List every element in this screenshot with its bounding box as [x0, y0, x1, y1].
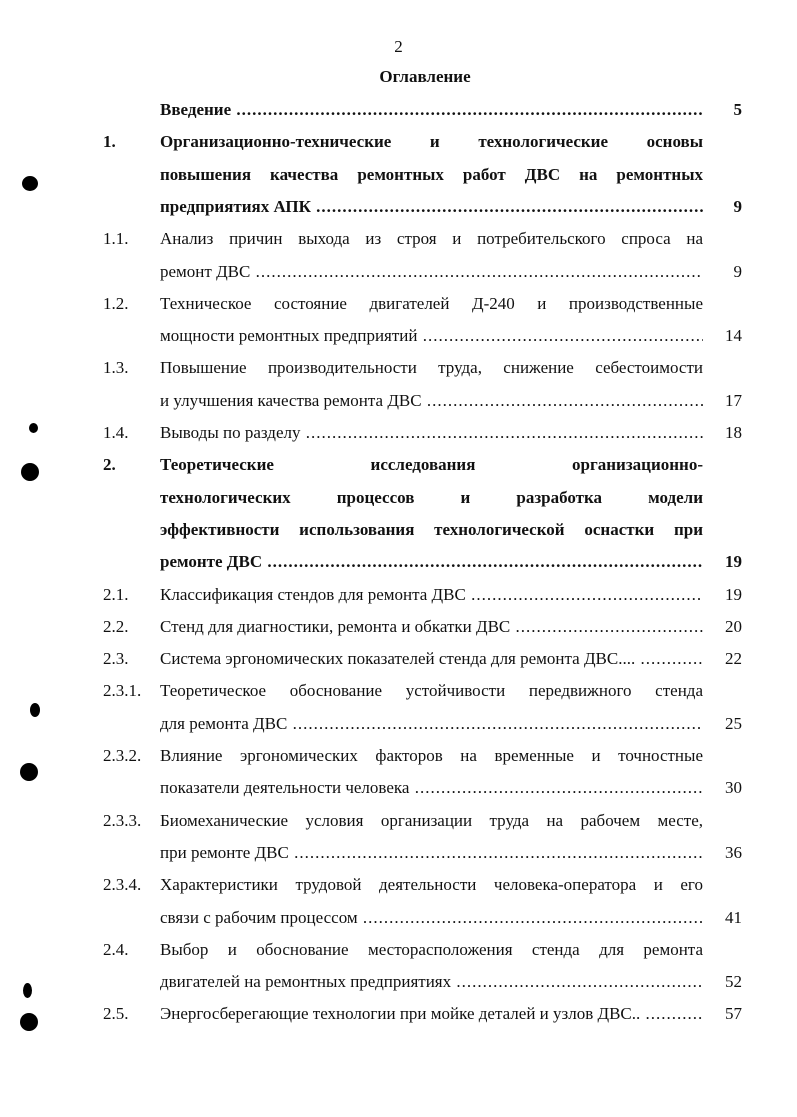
- toc-entry-number: 2.1.: [103, 584, 129, 604]
- toc-entry-text: предприятиях АПК .....: [160, 192, 703, 222]
- toc-page-number: 22: [725, 649, 742, 669]
- toc-page-number: 30: [725, 778, 742, 798]
- punch-hole-mark: [30, 703, 40, 717]
- toc-entry-text: показатели деятельности человека .....: [160, 773, 703, 803]
- punch-hole-mark: [20, 1013, 38, 1031]
- toc-entry-text: Выводы по разделу .....: [160, 418, 703, 448]
- toc-entry-number: 1.3.: [103, 358, 129, 378]
- toc-entry-text: Энергосберегающие технологии при мойке деталей и узлов ДВС.. .....: [160, 999, 703, 1029]
- toc-page-number: 9: [733, 196, 742, 216]
- toc-line: [0, 289, 797, 319]
- toc-entry-text: эффективности использования технологической оснастки при: [160, 519, 703, 539]
- punch-hole-mark: [29, 423, 38, 433]
- toc-line: [0, 935, 797, 965]
- toc-line: [0, 547, 797, 577]
- toc-line: [0, 353, 797, 383]
- toc-page-number: 25: [725, 713, 742, 733]
- toc-entry-text: повышения качества ремонтных работ ДВС на ремонтных: [160, 164, 703, 184]
- toc-line: [0, 450, 797, 480]
- toc-entry-number: 1.4.: [103, 423, 129, 442]
- punch-hole-mark: [22, 176, 38, 191]
- toc-line: [0, 192, 797, 222]
- toc-entry-text: мощности ремонтных предприятий .....: [160, 321, 703, 351]
- punch-hole-mark: [21, 463, 39, 481]
- punch-hole-mark: [23, 983, 32, 998]
- toc-entry-number: 1.1.: [103, 229, 129, 249]
- toc-entry-text: Теоретическое обоснование устойчивости передвижного стенда: [160, 681, 703, 701]
- toc-entry-text: ремонт ДВС .....: [160, 257, 703, 287]
- page-number: 2: [394, 37, 403, 56]
- toc-page-number: 20: [725, 616, 742, 636]
- toc-line: [0, 483, 797, 513]
- toc-line: [0, 386, 797, 416]
- toc-entry-text: Организационно-технические и технологические основы: [160, 132, 703, 152]
- toc-line: [0, 709, 797, 739]
- toc-entry-number: 1.: [103, 132, 116, 152]
- toc-title: Оглавление: [379, 67, 471, 86]
- toc-line: [0, 612, 797, 642]
- toc-entry-text: ремонте ДВС .....: [160, 547, 703, 577]
- toc-entry-text: Биомеханические условия организации труда на рабочем месте,: [160, 810, 703, 830]
- toc-line: [0, 418, 797, 448]
- toc-entry-text: Стенд для диагностики, ремонта и обкатки ДВС .....: [160, 612, 703, 642]
- toc-line: [0, 967, 797, 997]
- toc-entry-number: 2.5.: [103, 1004, 129, 1024]
- toc-line: [0, 224, 797, 254]
- toc-line: [0, 321, 797, 351]
- toc-entry-number: 2.3.2.: [103, 746, 142, 765]
- toc-entry-number: 2.3.4.: [103, 875, 142, 895]
- toc-line: [0, 127, 797, 157]
- toc-page-number: 41: [725, 907, 742, 927]
- toc-entry-text: Система эргономических показателей стенда для ремонта ДВС.... .....: [160, 644, 703, 674]
- toc-entry-number: 2.3.3.: [103, 810, 142, 830]
- toc-entry-text: связи с рабочим процессом .....: [160, 903, 703, 933]
- toc-entry-number: 2.: [103, 455, 116, 475]
- toc-line: [0, 838, 797, 868]
- toc-line: [0, 806, 797, 836]
- toc-page-number: 36: [725, 842, 742, 862]
- toc-entry-text: Повышение производительности труда, снижение себестоимости: [160, 358, 703, 378]
- toc-page-number: 57: [725, 1004, 742, 1024]
- toc-entry-text: при ремонте ДВС .....: [160, 838, 703, 868]
- toc-entry-number: 2.4.: [103, 939, 129, 959]
- toc-line: [0, 515, 797, 545]
- toc-entry-number: 2.2.: [103, 616, 129, 636]
- toc-entry-text: Анализ причин выхода из строя и потребительского спроса на: [160, 229, 703, 249]
- toc-page-number: 5: [733, 100, 742, 119]
- toc-line: [0, 870, 797, 900]
- toc-line: [0, 580, 797, 610]
- toc-line: [0, 676, 797, 706]
- toc-entry-text: Классификация стендов для ремонта ДВС .....: [160, 580, 703, 610]
- toc-line: [0, 95, 797, 125]
- toc-entry-text: Теоретические исследования организационно-: [160, 455, 703, 475]
- toc-line: [0, 903, 797, 933]
- toc-entry-text: для ремонта ДВС .....: [160, 709, 703, 739]
- toc-entry-text: технологических процессов и разработка модели: [160, 487, 703, 507]
- toc-page-number: 19: [725, 584, 742, 604]
- punch-hole-mark: [20, 763, 38, 781]
- toc-line: [0, 999, 797, 1029]
- toc-entry-number: 2.3.: [103, 649, 129, 669]
- toc-line: [0, 773, 797, 803]
- toc-entry-text: Введение .....: [160, 95, 703, 125]
- toc-page-number: 19: [725, 552, 742, 572]
- toc-entry-text: Выбор и обоснование месторасположения стенда для ремонта: [160, 939, 703, 959]
- toc-entry-text: Влияние эргономических факторов на временные и точностные: [160, 746, 703, 765]
- toc-page-number: 52: [725, 972, 742, 992]
- toc-entry-number: 2.3.1.: [103, 681, 142, 701]
- toc-page-number: 18: [725, 423, 742, 442]
- toc-line: [0, 644, 797, 674]
- toc-page-number: 17: [725, 390, 742, 410]
- toc-line: [0, 257, 797, 287]
- toc-entry-text: и улучшения качества ремонта ДВС .....: [160, 386, 703, 416]
- toc-line: [0, 741, 797, 771]
- toc-entry-text: Характеристики трудовой деятельности человека-оператора и его: [160, 875, 703, 895]
- toc-page-number: 14: [725, 326, 742, 346]
- toc-entry-number: 1.2.: [103, 293, 129, 313]
- toc-entry-text: двигателей на ремонтных предприятиях .....: [160, 967, 703, 997]
- toc-page-number: 9: [733, 261, 742, 281]
- toc-entry-text: Техническое состояние двигателей Д-240 и производственные: [160, 293, 703, 313]
- toc-line: [0, 160, 797, 190]
